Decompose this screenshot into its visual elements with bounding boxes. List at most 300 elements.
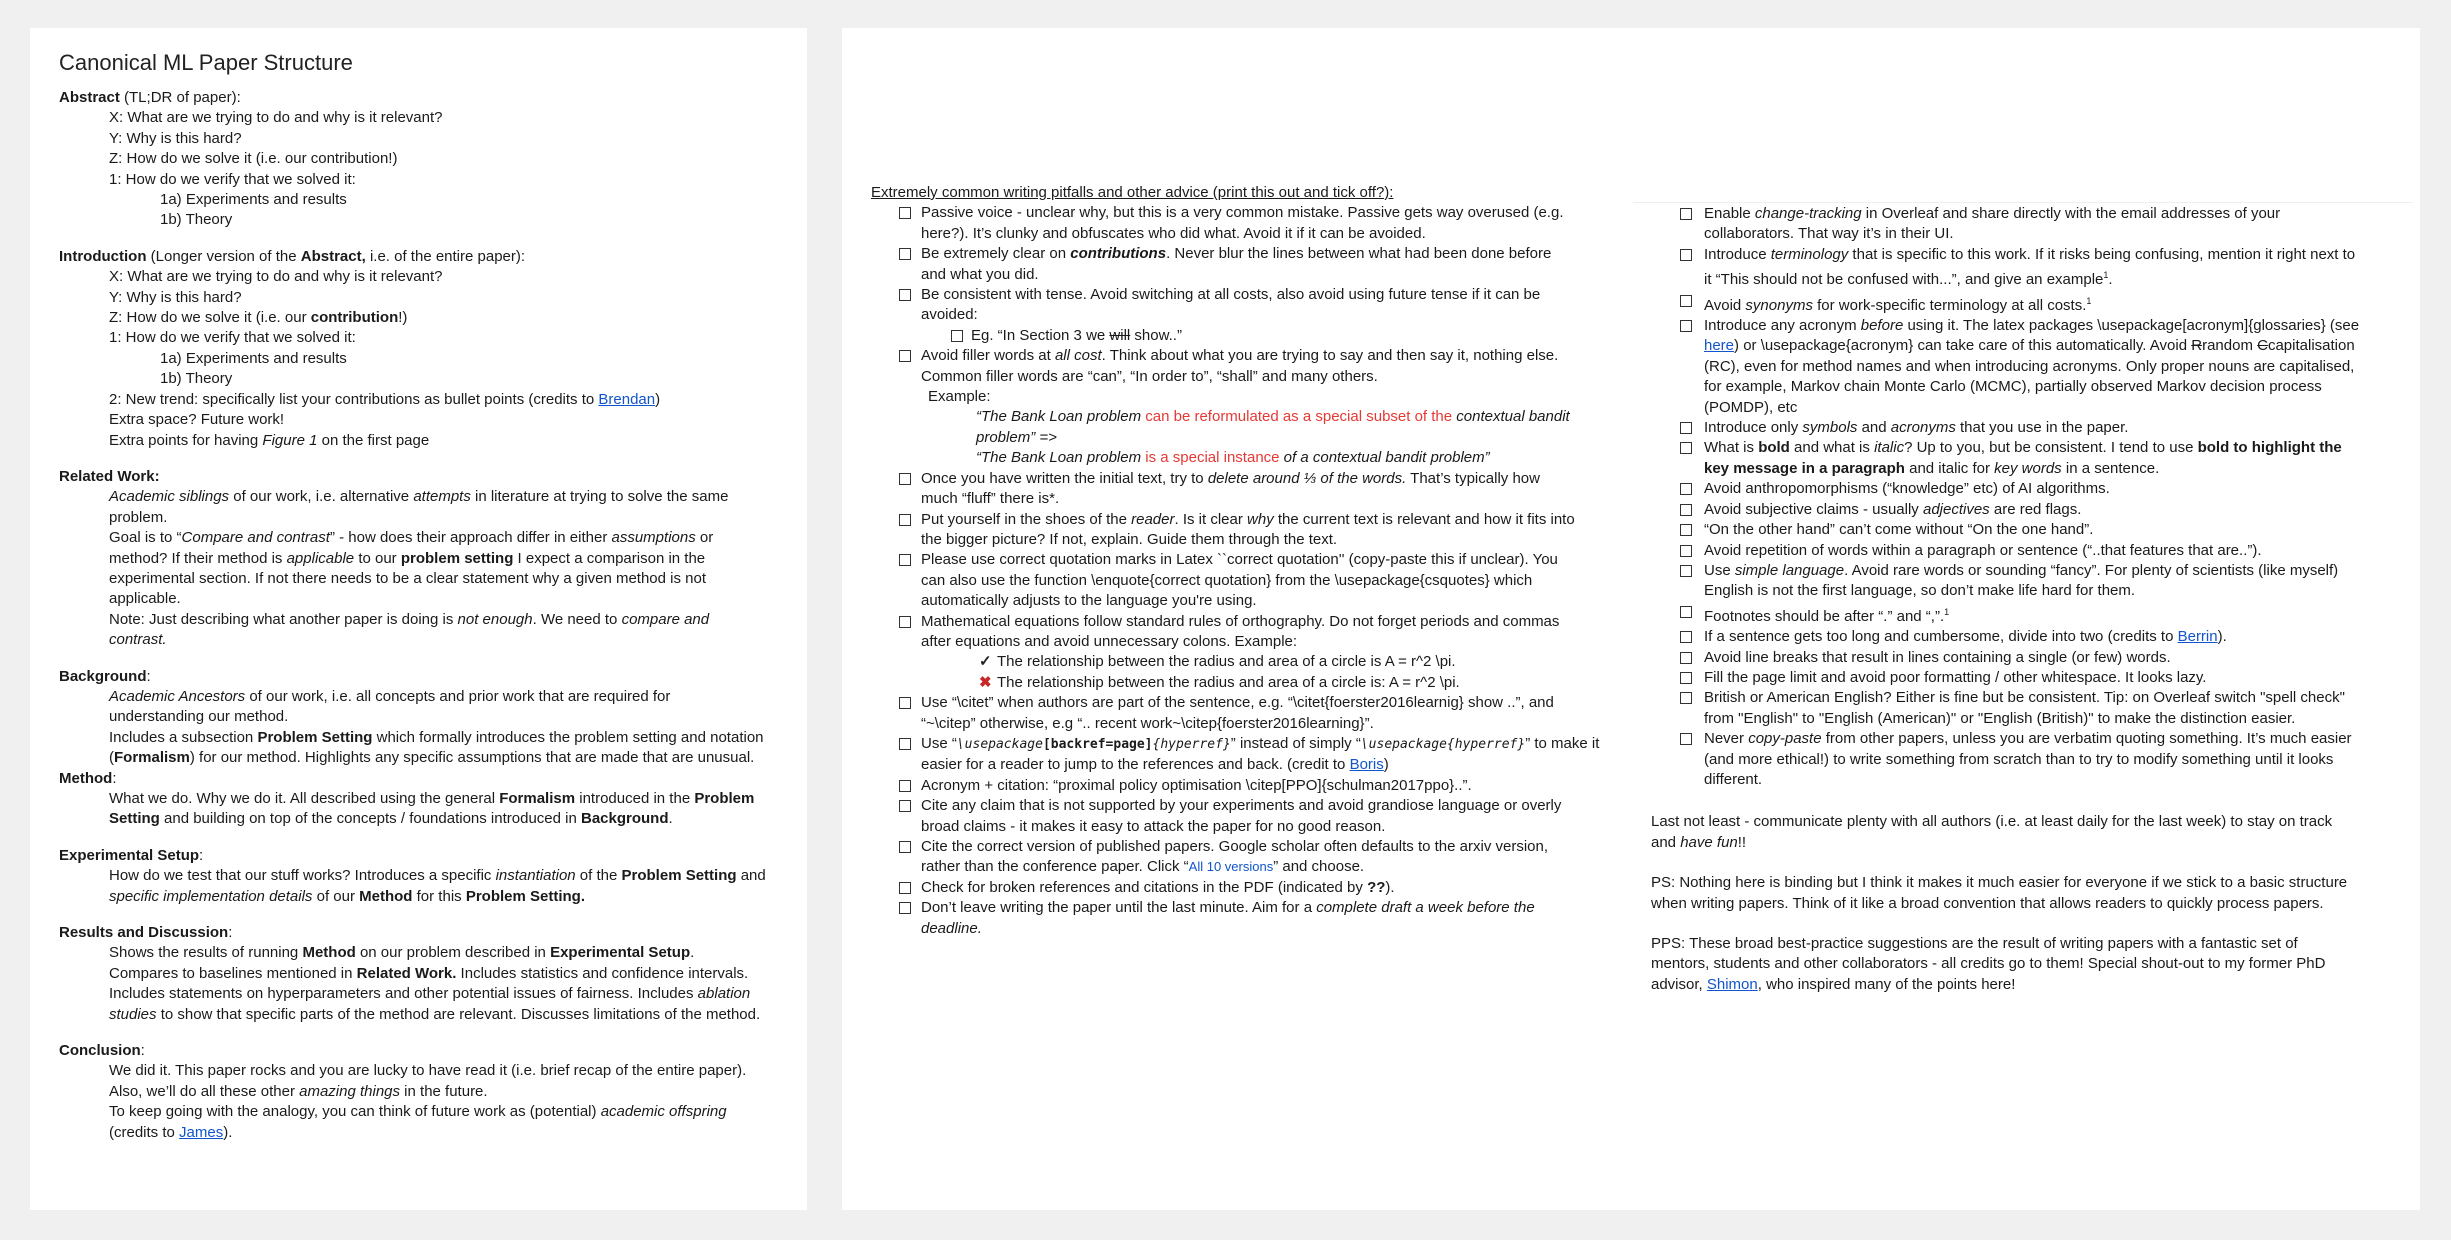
text: R bbox=[2191, 337, 2203, 355]
text: deadline. bbox=[921, 919, 982, 937]
checkbox[interactable] bbox=[899, 514, 911, 526]
intro-x: X: What are we trying to do and why is it relevant? bbox=[109, 268, 443, 286]
text: on our problem described in bbox=[355, 944, 551, 962]
checklist-item-repetition bbox=[1651, 541, 2381, 561]
checklist-item-broken-refs bbox=[871, 878, 1616, 898]
text: How do we test that our stuff works? Introduces a specific bbox=[109, 867, 496, 885]
abstract-y: Y: Why is this hard? bbox=[109, 129, 242, 147]
text: Once you have written the initial text, try to bbox=[921, 469, 1208, 487]
cross-icon: ✖ bbox=[979, 673, 992, 691]
text: which formally introduces the problem setting and notation bbox=[372, 728, 764, 746]
text: ). bbox=[1385, 878, 1395, 896]
abstract-section bbox=[59, 88, 787, 231]
text: Compare and contrast bbox=[181, 529, 330, 547]
checkbox[interactable] bbox=[1680, 733, 1692, 745]
text: contextual bandit bbox=[1452, 408, 1570, 426]
text: Footnotes should be after “.” and “,”. bbox=[1704, 607, 1945, 625]
text: [backref=page] bbox=[1042, 736, 1153, 752]
text: . We need to bbox=[532, 610, 622, 628]
checklist-item-synonyms bbox=[1651, 291, 2381, 316]
text: key message in a paragraph bbox=[1704, 459, 1905, 477]
text: Don’t leave writing the paper until the last minute. Aim for a bbox=[921, 899, 1317, 917]
text: delete around ⅓ of the words. bbox=[1207, 469, 1407, 487]
text: and what you did. bbox=[921, 265, 1039, 283]
text: Also, we’ll do all these other bbox=[109, 1082, 300, 1100]
text: complete draft a week before the bbox=[1316, 899, 1535, 917]
checklist-item-reader bbox=[871, 510, 1616, 551]
text: Eg. “In Section 3 we bbox=[971, 326, 1110, 344]
text: Put yourself in the shoes of the bbox=[921, 510, 1132, 528]
text: Avoid subjective claims - usually bbox=[1704, 500, 1923, 518]
intro-y: Y: Why is this hard? bbox=[109, 288, 242, 306]
text: Problem Setting bbox=[257, 728, 373, 746]
text: Goal is to “ bbox=[109, 529, 182, 547]
text: Figure 1 bbox=[262, 431, 318, 449]
checkbox[interactable] bbox=[951, 330, 963, 342]
text: Avoid line breaks that result in lines containing a single (or few) words. bbox=[1704, 648, 2171, 666]
checkbox[interactable] bbox=[1680, 208, 1692, 220]
text: ) for our method. Highlights any specific assumptions that are made that are unusual. bbox=[189, 749, 755, 767]
text: Includes statistics and confidence intervals. bbox=[456, 964, 749, 982]
text: easier for a reader to jump to the references and back. (credit to bbox=[921, 756, 1350, 774]
checklist-item-terminology bbox=[1651, 245, 2381, 291]
text: method? If their method is bbox=[109, 549, 287, 567]
text: of our work, i.e. all concepts and prior work that are required for bbox=[245, 687, 671, 705]
introduction-section bbox=[59, 247, 787, 451]
checklist-item-simple-language bbox=[1651, 561, 2381, 602]
text: PS: Nothing here is binding but I think it makes it much easier for everyone if we stick to a basic structure bbox=[1651, 874, 2348, 892]
checkbox[interactable] bbox=[899, 350, 911, 362]
checklist-item-math bbox=[871, 612, 1616, 653]
background-section: Background: Academic Ancestors of our work, i.e. all concepts and prior work that are required for understanding our method. Includes a subsection Problem Setting which formally introduces the problem setting and notation (Formalism) for our method. Highlights any specific assumptions that are made that are unusual. bbox=[59, 667, 787, 769]
text: Academic siblings bbox=[109, 488, 230, 506]
checklist-item-acronym-citation bbox=[871, 776, 1616, 796]
abstract-heading: Abstract bbox=[59, 89, 120, 106]
text: Use “\citet” when authors are part of the sentence, e.g. “\citet{foerster2016learnig} show ..”, and bbox=[921, 694, 1554, 712]
text: 2: New trend: specifically list your contributions as bullet points (credits to bbox=[109, 390, 599, 408]
intro-z bbox=[59, 308, 787, 328]
text: ablation bbox=[697, 985, 751, 1003]
intro-extra-points bbox=[59, 431, 787, 451]
checkbox[interactable] bbox=[899, 289, 911, 301]
checklist-item-bold-italic bbox=[1651, 438, 2381, 479]
james-link[interactable]: James bbox=[179, 1123, 224, 1141]
text: that you use in the paper. bbox=[1955, 419, 2129, 437]
text: That’s typically how bbox=[1406, 469, 1540, 487]
checklist-item-footnotes bbox=[1651, 602, 2381, 627]
text: problem setting bbox=[400, 549, 514, 567]
text: capitalisation bbox=[2267, 337, 2355, 355]
text: studies bbox=[109, 1005, 157, 1023]
checkbox[interactable] bbox=[899, 473, 911, 485]
abstract-1b: 1b) Theory bbox=[160, 211, 233, 229]
text: of the bbox=[575, 867, 622, 885]
text: and bbox=[1651, 833, 1681, 851]
text: Be consistent with tense. Avoid switching at all costs, also avoid using future tense if it can be bbox=[921, 286, 1541, 304]
checklist-item-british-american bbox=[1651, 688, 2381, 729]
checkbox[interactable] bbox=[899, 207, 911, 219]
text: of our work, i.e. alternative bbox=[229, 488, 414, 506]
checklist-item-quotes bbox=[871, 550, 1616, 611]
related-work-section bbox=[59, 467, 787, 651]
right-page bbox=[842, 28, 2420, 1210]
checkbox[interactable] bbox=[899, 780, 911, 792]
checkbox[interactable] bbox=[1680, 320, 1692, 332]
checkbox[interactable] bbox=[1680, 504, 1692, 516]
text: Problem bbox=[694, 790, 755, 807]
text: to our bbox=[354, 549, 401, 567]
text: “~\citep” otherwise, e.g “.. recent work~\citep{foerster2016learning}”. bbox=[921, 714, 1374, 732]
shimon-link[interactable]: Shimon bbox=[1706, 975, 1758, 993]
text: random bbox=[2202, 337, 2258, 355]
text: and building on top of the concepts / foundations introduced in bbox=[159, 810, 581, 828]
page-title: Canonical ML Paper Structure bbox=[59, 50, 353, 75]
text: problem. bbox=[109, 508, 168, 526]
text: Formalism bbox=[499, 790, 576, 807]
text: Passive voice - unclear why, but this is a very common mistake. Passive gets way overused (e.g. bbox=[921, 204, 1564, 222]
checkbox[interactable] bbox=[1680, 606, 1692, 618]
related-work-heading: Related Work: bbox=[59, 467, 160, 485]
here-link[interactable]: here bbox=[1704, 337, 1735, 355]
text: specific implementation details bbox=[109, 887, 313, 905]
text: Background bbox=[580, 810, 669, 828]
text: Includes statements on hyperparameters and other potential issues of fairness. Includes bbox=[109, 985, 698, 1003]
checklist-item-last-minute bbox=[871, 898, 1616, 939]
text: ” to make it bbox=[1525, 734, 1600, 752]
text: Z: How do we solve it (i.e. our bbox=[109, 309, 311, 327]
checkbox[interactable] bbox=[1680, 442, 1692, 454]
abstract-z: Z: How do we solve it (i.e. our contribution!) bbox=[109, 150, 398, 168]
checklist-item-subjective bbox=[1651, 500, 2381, 520]
text: British or American English? Either is fine but be consistent. Tip: on Overleaf switch "spell check" bbox=[1704, 689, 2345, 707]
text: 1 bbox=[1944, 606, 1950, 617]
text: and italic for bbox=[1904, 459, 1995, 477]
experimental-setup-section: Experimental Setup: How do we test that our stuff works? Introduces a specific instantiation of the Problem Setting and specific implementation details of our Method for this Problem Setting. bbox=[59, 846, 766, 905]
text: . Avoid rare words or sounding “fancy”. For plenty of scientists (like myself) bbox=[1844, 561, 2339, 579]
text: Problem Setting. bbox=[465, 887, 586, 905]
text: Includes a subsection bbox=[109, 728, 258, 746]
checklist-item-symbols bbox=[1651, 418, 2381, 438]
text: will bbox=[1109, 326, 1131, 344]
left-page bbox=[30, 28, 807, 1210]
text: ? Up to you, but be consistent. I tend to use bbox=[1904, 439, 2198, 457]
text: contributions bbox=[1070, 245, 1167, 263]
example-label: Example: bbox=[928, 388, 991, 406]
text: and what is bbox=[1789, 439, 1875, 457]
text: can also use the function \enquote{correct quotation} from the \usepackage{csquotes} which bbox=[921, 571, 1533, 589]
checklist-column-1 bbox=[871, 183, 1616, 939]
text: the current text is relevant and how it fits into bbox=[1273, 510, 1575, 528]
checkbox[interactable] bbox=[1680, 545, 1692, 557]
text: reader bbox=[1131, 510, 1175, 528]
experimental-setup-heading: Experimental Setup bbox=[59, 846, 200, 864]
text: Formalism bbox=[114, 749, 190, 767]
text: Avoid anthropomorphisms (“knowledge” etc) of AI algorithms. bbox=[1704, 480, 2110, 498]
text: different. bbox=[1704, 770, 1763, 788]
text: . Never blur the lines between what had been done before bbox=[1166, 245, 1552, 263]
boris-link[interactable]: Boris bbox=[1349, 756, 1384, 774]
text: . bbox=[2108, 271, 2113, 289]
abstract-verify: 1: How do we verify that we solved it: bbox=[109, 170, 356, 188]
text: i.e. of the entire paper): bbox=[365, 247, 526, 265]
checkbox[interactable] bbox=[1680, 249, 1692, 261]
text: adjectives bbox=[1922, 500, 1990, 518]
checkbox[interactable] bbox=[899, 882, 911, 894]
text: of a contextual bandit problem” bbox=[1279, 449, 1490, 467]
text: key words bbox=[1994, 459, 2062, 477]
checkbox[interactable] bbox=[899, 841, 911, 853]
text: . bbox=[668, 810, 673, 828]
text: Method bbox=[359, 887, 413, 905]
text: !) bbox=[398, 309, 408, 327]
intro-1a: 1a) Experiments and results bbox=[160, 349, 347, 367]
text: automatically adjusts to the language you're using. bbox=[921, 592, 1257, 610]
text: Be extremely clear on bbox=[921, 245, 1071, 263]
checkbox[interactable] bbox=[1680, 295, 1692, 307]
results-section: Results and Discussion: Shows the results of running Method on our problem described in Experimental Setup. Compares to baselines mentioned in Related Work. Includes statistics and confidence intervals. Includes statements on hyperparameters and other potential issues of fairness. Includes ablation studies to show that specific parts of the method are relevant. Discusses limitations of the method. bbox=[59, 924, 761, 1023]
text: Method bbox=[302, 944, 356, 962]
checklist-item-filler bbox=[871, 346, 1616, 387]
text: Never bbox=[1704, 730, 1749, 748]
text: of our bbox=[312, 887, 360, 905]
checkbox[interactable] bbox=[899, 248, 911, 260]
introduction-heading: Introduction bbox=[59, 247, 147, 265]
text: introduced in the bbox=[575, 790, 695, 807]
text: or bbox=[695, 529, 714, 547]
text: rather than the conference paper. Click “ bbox=[921, 858, 1189, 876]
conclusion-section: Conclusion: We did it. This paper rocks and you are lucky to have read it (i.e. brief recap of the entire paper). Also, we’ll do all these other amazing things in the future. To keep going with the analogy, you can think of future work as (potential) academic offspring (credits to James). bbox=[59, 1041, 787, 1143]
all-versions-link[interactable]: All 10 versions bbox=[1188, 859, 1274, 875]
text: What is bbox=[1704, 439, 1759, 457]
ps-note bbox=[1651, 873, 2381, 914]
text: contribution bbox=[310, 309, 399, 327]
check-icon: ✓ bbox=[979, 653, 992, 671]
text: Shows the results of running bbox=[109, 944, 303, 962]
text: synonyms bbox=[1745, 296, 1813, 314]
text: using it. The latex packages \usepackage[acronym]{glossaries} (see bbox=[1903, 317, 2360, 335]
text: . bbox=[690, 944, 695, 962]
text: for work-specific terminology at all costs. bbox=[1812, 296, 2087, 314]
text: Check for broken references and citations in the PDF (indicated by bbox=[921, 878, 1368, 896]
text: Experimental Setup bbox=[550, 944, 691, 962]
text: can be reformulated as a special subset of the bbox=[1145, 408, 1453, 426]
text: (Longer version of the bbox=[146, 247, 301, 265]
checklist-item-tense-example bbox=[871, 326, 1616, 346]
intro-verify: 1: How do we verify that we solved it: bbox=[109, 329, 356, 347]
text: before bbox=[1860, 317, 1904, 335]
text: Avoid bbox=[1704, 296, 1746, 314]
text: amazing things bbox=[299, 1082, 401, 1100]
pps-note bbox=[1651, 934, 2381, 995]
text: instantiation bbox=[495, 867, 576, 885]
text: not enough bbox=[457, 610, 533, 628]
text: in the future. bbox=[400, 1082, 488, 1100]
text: ). bbox=[223, 1123, 233, 1141]
text: terminology bbox=[1770, 245, 1849, 263]
text: Avoid filler words at bbox=[921, 347, 1055, 365]
checklist-item-copy-paste bbox=[1651, 729, 2381, 790]
checkbox[interactable] bbox=[1680, 631, 1692, 643]
checklist-item-acronyms bbox=[1651, 316, 2381, 418]
text: assumptions bbox=[611, 529, 696, 547]
text: collaborators. That way it’s in their UI. bbox=[1704, 225, 1954, 243]
abstract-subtitle: (TL;DR of paper): bbox=[119, 89, 241, 106]
method-section: Method: What we do. Why we do it. All described using the general Formalism introduced in the Problem Setting and building on top of the concepts / foundations introduced in Background. bbox=[59, 769, 755, 828]
text: italic bbox=[1874, 439, 1905, 457]
text: ” - how does their approach differ in either bbox=[329, 529, 612, 547]
checkbox[interactable] bbox=[899, 800, 911, 812]
text: Note: Just describing what another paper is doing is bbox=[109, 610, 458, 628]
text: ( bbox=[109, 749, 114, 767]
text: Mathematical equations follow standard rules of orthography. Do not forget periods and commas bbox=[921, 612, 1560, 630]
intro-trend bbox=[59, 390, 787, 410]
text: 1 bbox=[2103, 270, 2109, 281]
pitfalls-heading: Extremely common writing pitfalls and other advice (print this out and tick off?): bbox=[871, 184, 1394, 201]
conclusion-heading: Conclusion bbox=[59, 1042, 141, 1060]
text: for example, Markov chain Monte Carlo (MCMC), partially observed Markov decision process bbox=[1704, 378, 2322, 396]
text: on the first page bbox=[317, 431, 430, 449]
text: Compares to baselines mentioned in bbox=[109, 964, 357, 982]
checklist-item-fluff bbox=[871, 469, 1616, 510]
text: all cost bbox=[1054, 347, 1102, 365]
text: “The Bank Loan problem bbox=[976, 449, 1146, 467]
text: mentors, students and other collaborators - all credits go to them! Special shout-out to my former PhD bbox=[1651, 955, 2326, 973]
text: Avoid repetition of words within a paragraph or sentence (“..that features that are..”). bbox=[1704, 541, 2262, 559]
text: Enable bbox=[1704, 205, 1755, 222]
text: (RC), even for method names and when introducing acronyms. Only proper nouns are capitalised, bbox=[1704, 357, 2355, 375]
checkbox[interactable] bbox=[1680, 524, 1692, 536]
text: !! bbox=[1737, 833, 1747, 851]
text: it “This should not be confused with...”, and give an example bbox=[1704, 271, 2104, 289]
checklist-item-line-breaks bbox=[1651, 648, 2381, 668]
intro-1b: 1b) Theory bbox=[160, 370, 233, 388]
text: Introduce only bbox=[1704, 419, 1803, 437]
checkbox[interactable] bbox=[899, 902, 911, 914]
text: ” and choose. bbox=[1273, 858, 1365, 876]
abstract-x: X: What are we trying to do and why is it relevant? bbox=[109, 109, 443, 127]
text: Problem Setting bbox=[621, 867, 737, 885]
text: Common filler words are “can”, “In order to”, “shall” and many others. bbox=[921, 367, 1378, 385]
text: (and more ethical!) to write something from scratch than to try to modify something until it looks bbox=[1704, 750, 2334, 768]
text: why bbox=[1247, 510, 1274, 528]
checklist-item-tense bbox=[871, 285, 1616, 326]
text: Cite any claim that is not supported by your experiments and avoid grandiose language or overly bbox=[921, 797, 1562, 815]
text: Academic Ancestors bbox=[109, 687, 246, 705]
text: Cite the correct version of published papers. Google scholar often defaults to the arxiv version, bbox=[921, 838, 1549, 855]
text: Use “ bbox=[921, 734, 957, 752]
text: change-tracking bbox=[1754, 205, 1862, 222]
text: We did it. This paper rocks and you are lucky to have read it (i.e. brief recap of the entire paper). bbox=[109, 1062, 747, 1080]
text: in literature at trying to solve the same bbox=[470, 488, 729, 506]
divider bbox=[1633, 202, 2413, 203]
checklist-item-long-sentence bbox=[1651, 627, 2381, 647]
text: much “fluff” there is*. bbox=[921, 490, 1060, 508]
checklist-item-passive bbox=[871, 203, 1616, 244]
text: “On the other hand” can’t come without “On the one hand”. bbox=[1704, 521, 2094, 539]
checkbox[interactable] bbox=[1680, 672, 1692, 684]
background-heading: Background bbox=[59, 667, 147, 685]
text: bold bbox=[1758, 439, 1790, 457]
text: after equations and avoid unnecessary colons. Example: bbox=[921, 632, 1298, 650]
text: Use bbox=[1704, 561, 1735, 579]
checkbox[interactable] bbox=[899, 738, 911, 750]
text: experimental section. If not there needs to be a clear statement why a given method is not bbox=[109, 569, 707, 587]
text: show..” bbox=[1130, 326, 1182, 344]
checklist-item-anthropomorphisms bbox=[1651, 479, 2381, 499]
text: have fun bbox=[1680, 833, 1738, 851]
results-heading: Results and Discussion bbox=[59, 924, 229, 942]
checkbox[interactable] bbox=[1680, 565, 1692, 577]
text: \usepackage{hyperref} bbox=[1360, 736, 1526, 752]
text: \usepackage bbox=[956, 736, 1043, 752]
text: applicable bbox=[286, 549, 355, 567]
text: Last not least - communicate plenty with all authors (i.e. at least daily for the last week) to stay on track bbox=[1651, 813, 2333, 831]
text: Related Work. bbox=[356, 964, 457, 982]
method-heading: Method bbox=[59, 769, 113, 787]
text: ) bbox=[1383, 756, 1389, 774]
text: The relationship between the radius and area of a circle is: A = r^2 \pi. bbox=[997, 673, 1460, 691]
checkbox[interactable] bbox=[1680, 483, 1692, 495]
text: and bbox=[736, 867, 766, 885]
text: in a sentence. bbox=[2061, 459, 2160, 477]
text: . Is it clear bbox=[1174, 510, 1248, 528]
text: simple language bbox=[1734, 561, 1845, 579]
checkbox[interactable] bbox=[899, 616, 911, 628]
text: that is specific to this work. If it risks being confusing, mention it right next to bbox=[1848, 245, 2356, 263]
checklist-column-2 bbox=[1651, 204, 2381, 995]
checkbox[interactable] bbox=[1680, 652, 1692, 664]
text: for this bbox=[412, 887, 466, 905]
text: Introduce any acronym bbox=[1704, 317, 1861, 335]
closing-note bbox=[1651, 812, 2381, 853]
text: understanding our method. bbox=[109, 708, 289, 726]
text: I expect a comparison in the bbox=[513, 549, 706, 567]
text: Introduce bbox=[1704, 245, 1771, 263]
text: problem” => bbox=[976, 428, 1057, 446]
text: C bbox=[2257, 337, 2268, 355]
text: Acronym + citation: “proximal policy optimisation \citep[PPO]{schulman2017ppo}..”. bbox=[921, 776, 1472, 794]
checkbox[interactable] bbox=[899, 554, 911, 566]
text: contrast. bbox=[109, 631, 167, 649]
abstract-1a: 1a) Experiments and results bbox=[160, 191, 347, 209]
checklist-item-contributions bbox=[871, 244, 1616, 285]
intro-extra-space: Extra space? Future work! bbox=[109, 411, 285, 429]
text: Setting bbox=[109, 810, 160, 828]
text: in Overleaf and share directly with the email addresses of your bbox=[1861, 205, 2281, 222]
berrin-link[interactable]: Berrin bbox=[2177, 628, 2218, 646]
text: broad claims - it makes it easy to attack the paper for no good reason. bbox=[921, 817, 1386, 835]
checklist-item-cite-claims bbox=[871, 796, 1616, 837]
checklist-item-correct-version bbox=[871, 837, 1616, 878]
text: are red flags. bbox=[1989, 500, 2082, 518]
text: ” instead of simply “ bbox=[1230, 734, 1361, 752]
text: ?? bbox=[1367, 878, 1386, 896]
text: “The Bank Loan problem bbox=[976, 408, 1146, 426]
text: avoided: bbox=[921, 306, 978, 324]
text: compare and bbox=[621, 610, 710, 628]
checkbox[interactable] bbox=[1680, 422, 1692, 434]
checkbox[interactable] bbox=[899, 697, 911, 709]
checkbox[interactable] bbox=[1680, 692, 1692, 704]
text: ). bbox=[2217, 628, 2227, 646]
brendan-link[interactable]: Brendan bbox=[598, 390, 656, 408]
text: Abstract, bbox=[300, 247, 366, 265]
text: If a sentence gets too long and cumbersome, divide into two (credits to bbox=[1704, 628, 2178, 646]
text: applicable. bbox=[109, 590, 181, 608]
text: To keep going with the analogy, you can think of future work as (potential) bbox=[109, 1103, 601, 1121]
text: , who inspired many of the points here! bbox=[1757, 975, 2016, 993]
text: ) bbox=[655, 390, 661, 408]
